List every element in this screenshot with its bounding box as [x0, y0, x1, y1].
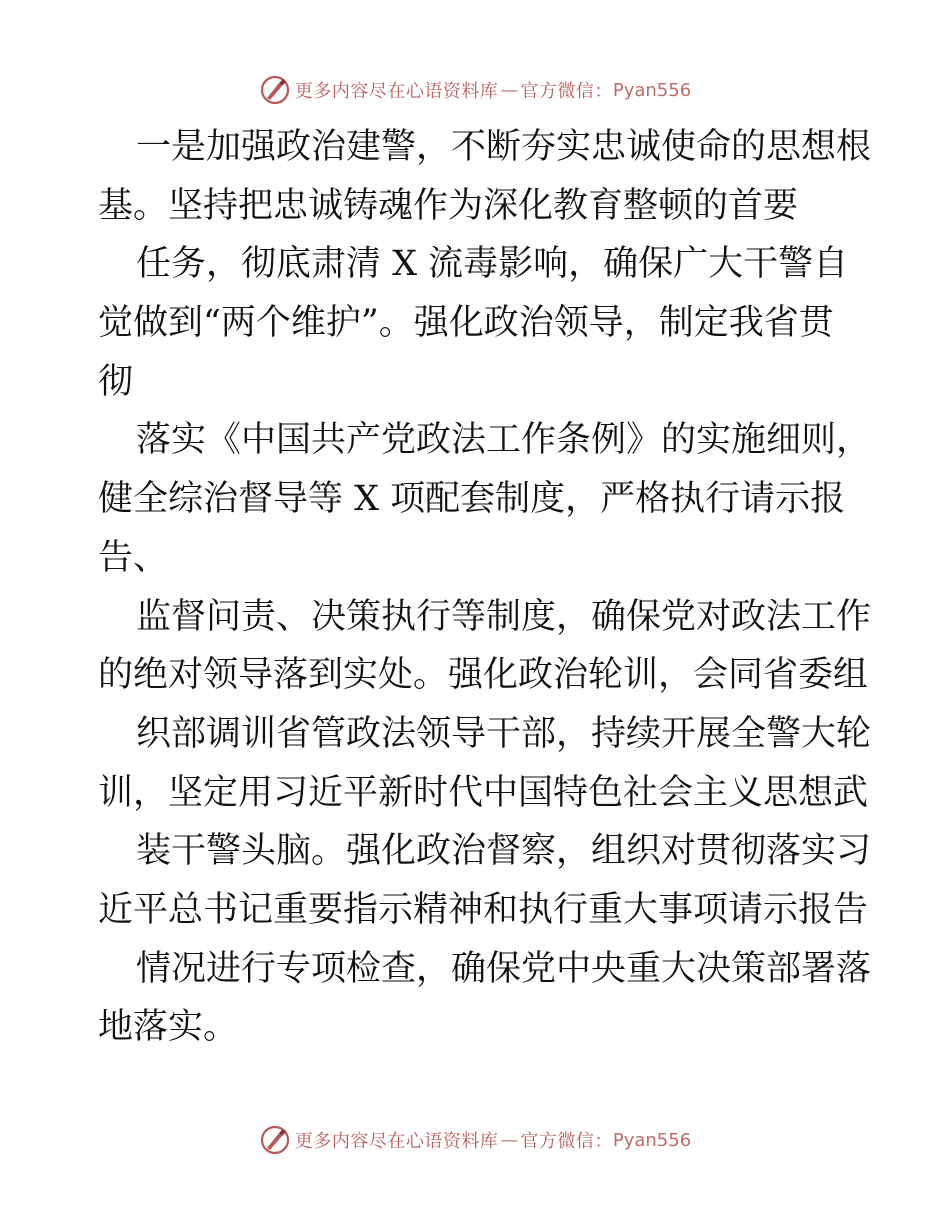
watermark-separator: —: [500, 1129, 519, 1151]
document-body: [98, 118, 872, 1057]
body-line: 任务，彻底肃清 X 流毒影响，确保广大干警自: [136, 244, 849, 285]
header-watermark: [0, 70, 950, 110]
body-line: 健全综治督导等 X 项配套制度，严格执行请示报: [98, 479, 846, 520]
body-line: 装干警头脑。强化政治督察，组织对贯彻落实习: [136, 831, 872, 872]
pen-logo-icon: [259, 74, 291, 106]
body-line: 基。坚持把忠诚铸魂作为深化教育整顿的首要: [98, 185, 799, 226]
body-line: 一是加强政治建警，不断夯实忠诚使命的思想根: [136, 127, 872, 167]
body-line: 监督问责、决策执行等制度，确保党对政法工作: [136, 596, 872, 637]
watermark-title: 更多内容尽在心语资料库: [294, 81, 499, 102]
body-line: 彻: [98, 361, 134, 402]
body-line: 地落实。: [98, 1007, 239, 1048]
body-line: 织部调训省管政法领导干部，持续开展全警大轮: [136, 713, 872, 754]
body-line: 告、: [98, 537, 169, 578]
body-line: 训，坚定用习近平新时代中国特色社会主义思想武: [98, 772, 869, 813]
watermark-contact-label: 官方微信：: [520, 81, 613, 102]
body-line: 觉做到“两个维护”。强化政治领导，制定我省贯: [98, 303, 834, 344]
body-line: 情况进行专项检查，确保党中央重大决策部署落: [136, 948, 872, 989]
body-line: 落实《中国共产党政法工作条例》的实施细则，: [136, 420, 872, 461]
body-line: 的绝对领导落到实处。强化政治轮训，会同省委组: [98, 655, 869, 696]
watermark-title: 更多内容尽在心语资料库: [294, 1131, 499, 1152]
watermark-contact-label: 官方微信：: [520, 1131, 613, 1152]
watermark-contact-id: Pyan556: [612, 1129, 692, 1151]
body-line: 近平总书记重要指示精神和执行重大事项请示报告: [98, 889, 869, 930]
watermark-separator: —: [500, 79, 519, 101]
pen-logo-icon: [259, 1124, 291, 1156]
footer-watermark: [0, 1120, 950, 1160]
watermark-contact-id: Pyan556: [612, 79, 692, 101]
